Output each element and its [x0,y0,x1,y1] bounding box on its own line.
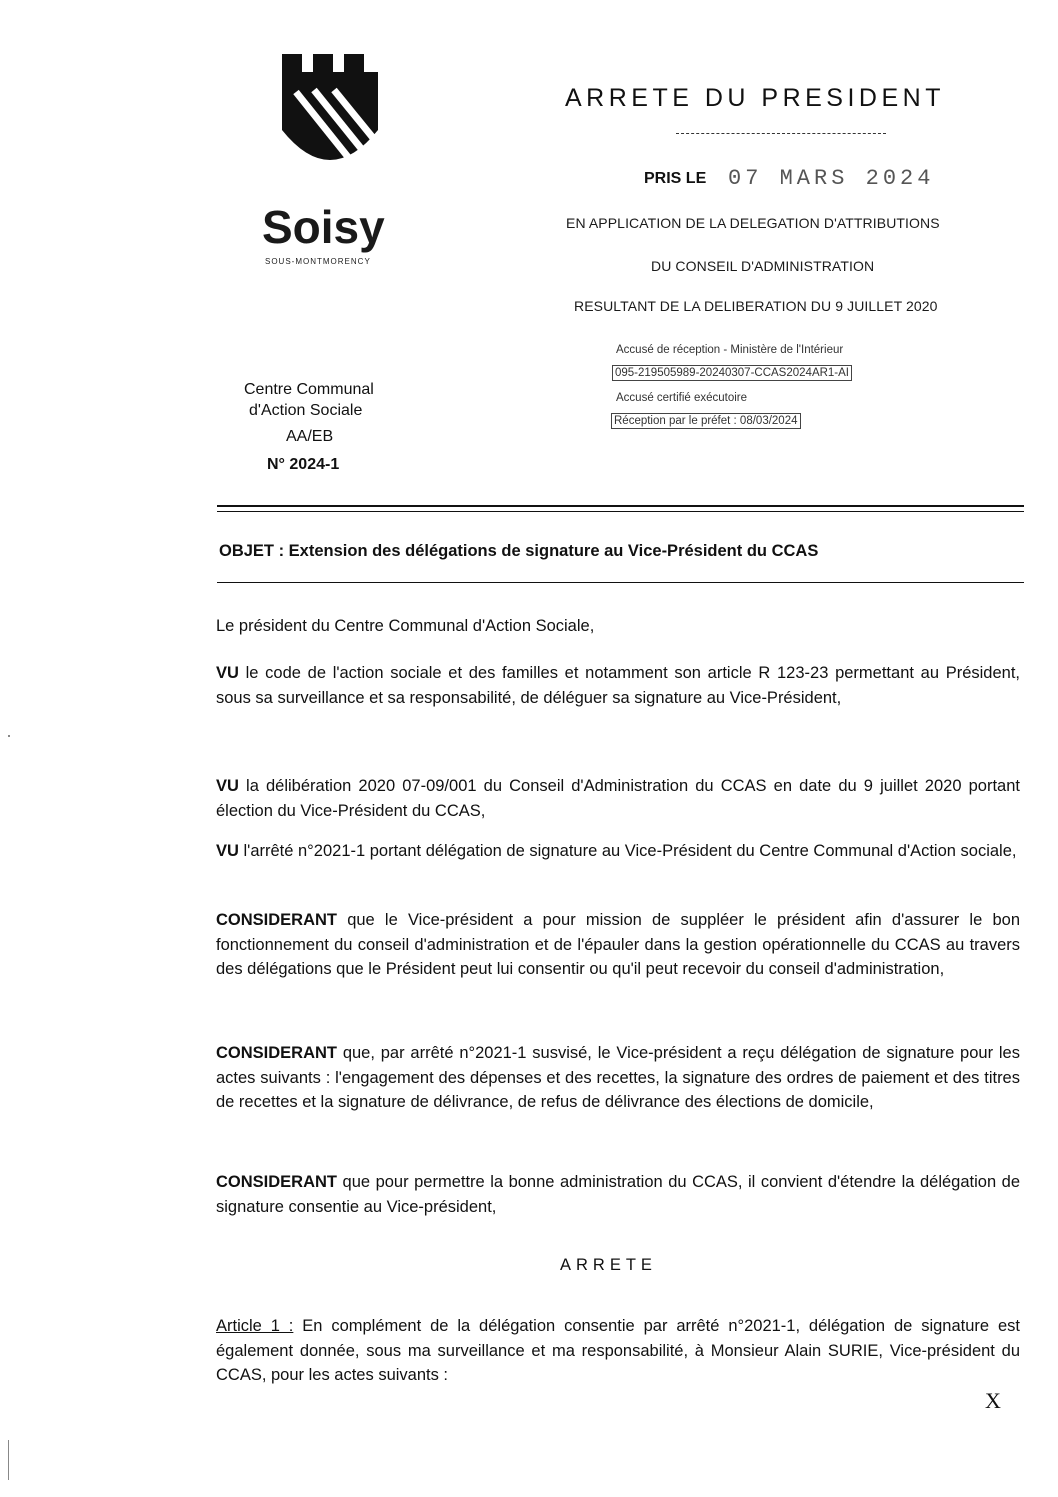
divider-top-thin [217,511,1024,512]
stamp-receipt-label: Accusé de réception - Ministère de l'Intérieur [616,344,844,356]
pris-le-date-stamp: 07 MARS 2024 [728,166,935,191]
considerant-lead: CONSIDERANT [216,911,338,929]
logo-wordmark: Soisy [262,201,385,253]
divider-top-thick [217,505,1024,507]
vu-text: l'arrêté n°2021-1 portant délégation de signature au Vice-Président du Centre Communal d'Action sociale, [238,842,1017,860]
arrete-number: N° 2024-1 [267,456,340,473]
considerant-lead: CONSIDERANT [216,1173,338,1191]
title-underline [676,133,886,134]
objet-line: OBJET : Extension des délégations de signature au Vice-Président du CCAS [219,542,819,560]
header-line-1: EN APPLICATION DE LA DELEGATION D'ATTRIBUTIONS [566,215,940,231]
considerant-text: que le Vice-président a pour mission de suppléer le président afin d'assurer le bon fonctionnement du conseil d'administration et de l'épauler dans la gestion opérationnelle du CCAS au travers des délégations que le Président peut lui consentir ou qu'il peut recevoir du conseil d'administration, [216,911,1020,978]
logo-subtitle: SOUS-MONTMORENCY [265,257,371,266]
intro-paragraph: Le président du Centre Communal d'Action Sociale, [216,617,595,635]
scan-mark [8,1440,9,1480]
scan-mark [8,735,10,737]
considerant-paragraph-3 [216,1170,1020,1219]
document-title: ARRETE DU PRESIDENT [565,84,945,112]
considerant-paragraph-1 [216,908,1020,982]
stamp-certified-label: Accusé certifié exécutoire [616,392,748,404]
article-1-label: Article 1 : [216,1317,294,1335]
vu-text: la délibération 2020 07-09/001 du Conseil d'Administration du CCAS en date du 9 juillet 2020 portant élection du Vice-Président du CCAS, [216,777,1020,820]
vu-text: le code de l'action sociale et des familles et notamment son article R 123-23 permettant au Président, sous sa surveillance et sa responsabilité, de déléguer sa signature au Vice-Président, [216,664,1020,707]
header-line-3: RESULTANT DE LA DELIBERATION DU 9 JUILLET 2020 [574,298,938,314]
pris-le-label: PRIS LE [644,170,707,187]
article-1-text: En complément de la délégation consentie par arrêté n°2021-1, délégation de signature est également donnée, sous ma surveillance et ma responsabilité, à Monsieur Alain SURIE, Vice-président du CCAS, pour les actes suivants : [216,1317,1020,1384]
considerant-lead: CONSIDERANT [216,1044,338,1062]
article-1-paragraph [216,1314,1020,1388]
handwritten-initials: X [985,1388,1001,1413]
vu-paragraph-1 [216,661,1020,710]
tower-emblem-icon [268,40,398,200]
issuer-line-1: Centre Communal [244,381,374,398]
arrete-heading: ARRETE [560,1256,657,1274]
stamp-receipt-id: 095-219505989-20240307-CCAS2024AR1-AI [612,365,852,381]
vu-lead: VU [216,664,239,682]
issuer-reference: AA/EB [286,428,334,445]
stamp-prefet-reception: Réception par le préfet : 08/03/2024 [611,413,801,429]
vu-paragraph-2 [216,774,1020,823]
header-line-2: DU CONSEIL D'ADMINISTRATION [651,258,875,274]
issuer-line-2: d'Action Sociale [249,402,363,419]
vu-lead: VU [216,777,239,795]
considerant-paragraph-2 [216,1041,1020,1115]
vu-lead: VU [216,842,239,860]
vu-paragraph-3 [216,839,1020,864]
divider-objet [217,582,1024,583]
considerant-text: que pour permettre la bonne administration du CCAS, il convient d'étendre la délégation de signature consentie au Vice-président, [216,1173,1020,1216]
considerant-text: que, par arrêté n°2021-1 susvisé, le Vice-président a reçu délégation de signature pour les actes suivants : l'engagement des dépenses et des recettes, la signature des ordres de paiement et des titres de recettes et la signature de délivrance, de refus de délivrance des élections de domicile, [216,1044,1020,1111]
